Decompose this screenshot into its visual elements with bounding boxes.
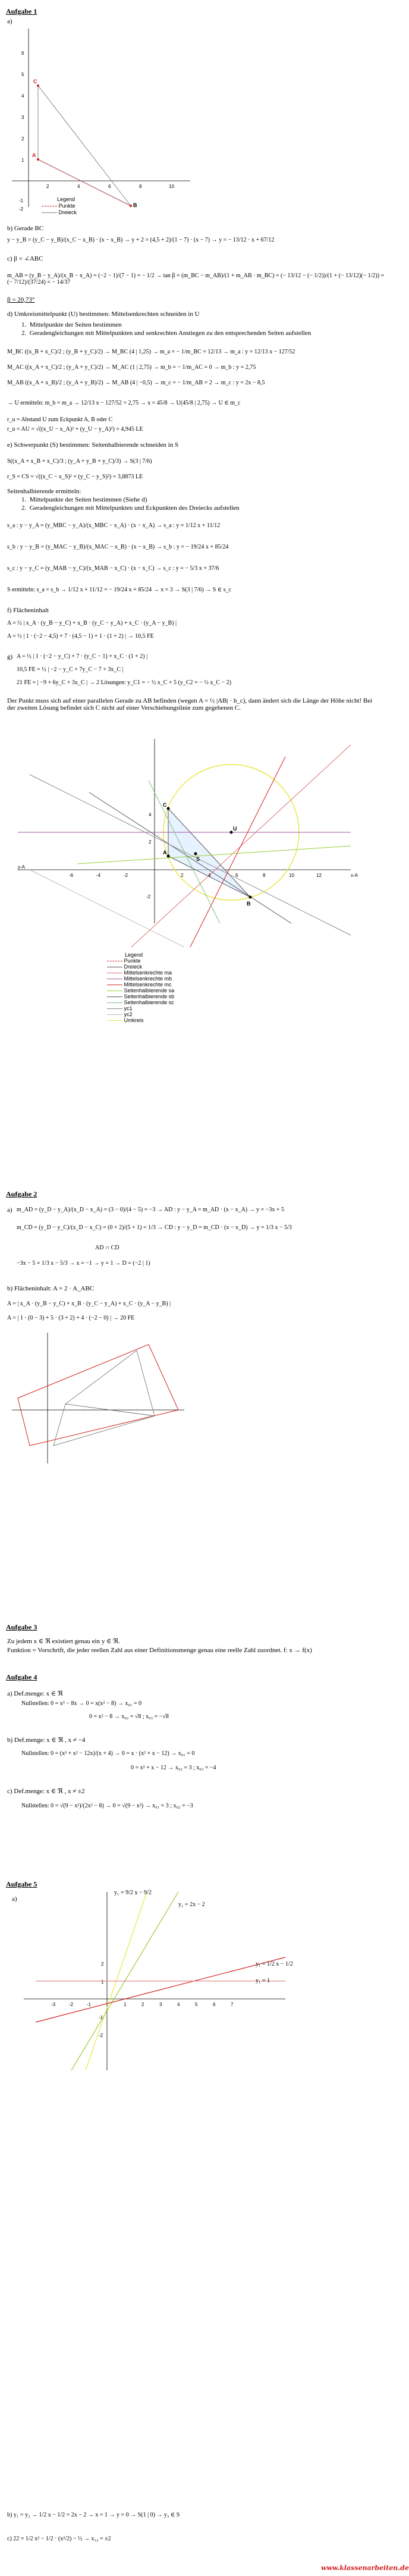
aufgabe1-c-formula: m_AB = (y_B − y_A)/(x_B − x_A) = (−2 − 1)/(7 − 1) = − 1/2 → tan β = (m_BC − m_AB)/(1 + m_AB · m_BC) = (− 13/12 − (− 1/2))/(1 + (− 13/12)(− 1/2)) = (− 7/12)/(37/24) = − 14/37 [7, 272, 385, 286]
triangle-graph [12, 29, 190, 213]
graph3-xtick: -1 [87, 2002, 92, 2007]
graph1-xtick: 6 [108, 184, 111, 189]
aufgabe4-b-def: b) Def.menge: x ∈ ℜ , x ≠ −4 [7, 1737, 86, 1744]
legend-swatch-icon [107, 1002, 122, 1003]
graph2-legend-item: Mittelsenkrechte mb [107, 976, 174, 982]
aufgabe5-heading: Aufgabe 5 [6, 1880, 37, 1888]
aufgabe1-g-line2: 10,5 FE = ½ | −2 − y_C + 7y_C − 7 + 3x_C | [17, 666, 124, 673]
graph2-legend-item: yc2 [107, 1011, 174, 1017]
graph2-xtick: 6 [235, 873, 238, 878]
aufgabe1-e-dist: r_S = CS = √((x_C − x_S)² + (y_C − y_S)²) = 3,8873 LE [7, 474, 143, 480]
legend-swatch-icon [107, 1008, 122, 1009]
aufgabe1-b-formula: y − y_B = (y_C − y_B)/(x_C − x_B) · (x − x_B) → y + 2 = (4,5 + 2)/(1 − 7) · (x − 7) → y = − 13/12 · x + 67/12 [7, 237, 275, 243]
aufgabe1-a-label: a) [7, 18, 12, 25]
aufgabe1-heading: Aufgabe 1 [6, 7, 37, 15]
aufgabe1-d-line: M_AB ((x_A + x_B)/2 ; (y_A + y_B)/2) → M_AB (4 | −0,5) → m_c = − 1/m_AB = 2 → m_c : y = 2x − 8,5 [7, 380, 265, 386]
aufgabe1-d-line: M_BC ((x_B + x_C)/2 ; (y_B + y_C)/2) → M_BC (4 | 1,25) → m_a = − 1/m_BC = 12/13 → m_a : y = 12/13 x − 127/52 [7, 349, 295, 355]
watermark-logo[interactable]: www.klassenarbeiten.de [321, 2564, 409, 2572]
graph2-legend-item: Punkte [107, 958, 174, 964]
graph3-xtick: 5 [195, 2002, 198, 2007]
graph2-legend-item: Seitenhalbierende sa [107, 988, 174, 994]
aufgabe2-a-line: AD ∩ CD [95, 1245, 119, 1251]
graph2-legend-item: Mittelsenkrechte mc [107, 982, 174, 988]
graph2-ma [125, 745, 351, 953]
aufgabe1-g-note: Der Punkt muss sich auf einer parallelen Gerade zu AB befinden (wegen A = ½ |AB| · h_c), dann ändert sich die Länge der Höhe nicht! Bei der zweiten Lösung befindet sich C nicht auf einer Verschiebungslinie zum gegebenen C. [7, 697, 373, 712]
construction-graph [18, 721, 375, 947]
graph1-xtick: 4 [77, 184, 80, 189]
graph3-label-f2: y₁ = 2x − 2 [178, 1901, 205, 1908]
legend-swatch-gray-icon [42, 212, 57, 213]
aufgabe1-d-label: d) Umkreismittelpunkt (U) bestimmen: Mittelsenkrechten schneiden in U [7, 311, 200, 318]
graph2-point-u [230, 831, 233, 834]
graph2-label-a: A [163, 850, 167, 855]
graph2-legend-item: Dreieck [107, 964, 174, 970]
graph1-xtick: 10 [169, 184, 174, 189]
legend-swatch-icon [107, 1020, 122, 1021]
graph1-label-b: B [133, 202, 137, 208]
graph2-xtick: -2 [124, 873, 128, 878]
aufgabe2-a-line: m_CD = (y_D − y_C)/(x_D − x_C) = (0 + 2)/(5 + 1) = 1/3 → CD : y − y_D = m_CD · (x − x_D) → y = 1/3 x − 5/3 [17, 1224, 292, 1231]
graph2-ytick: 2 [149, 839, 152, 845]
aufgabe1-d-line: M_AC ((x_A + x_C)/2 ; (y_A + y_C)/2) → M_AC (1 | 2,75) → m_b = − 1/m_AC = 0 → m_b : y = 2,75 [7, 364, 256, 371]
graph2-legend-title: Legend [125, 952, 143, 958]
graph2-ytick: -2 [146, 894, 151, 900]
graph2-legend [107, 952, 174, 1023]
graph3-ytick: 2 [101, 1961, 104, 1967]
graph3-label-f3: y₁ = 1/2 x − 1/2 [256, 1961, 293, 1967]
aufgabe4-a-null2: 0 = x² − 8 → x₀₂ = √8 ; x₀₃ = −√8 [89, 1713, 169, 1720]
graph2-xtick: 4 [208, 873, 211, 878]
graph1-ytick: 5 [21, 72, 24, 77]
graph2-xtick: -6 [69, 873, 74, 878]
aufgabe4-b-null: Nullstellen: 0 = (x³ + x² − 12x)/(x + 4) → 0 = x · (x² + x − 12) → x₀₁ = 0 [21, 1750, 195, 1757]
aufgabe5-a-label: a) [12, 1895, 17, 1903]
aufgabe1-e-result: S ermitteln: s_a = s_b → 1/12 x + 11/12 = − 19/24 x + 85/24 → x = 3 → S(3 | 7/6) → S ∈ s_c [7, 587, 232, 593]
graph1-legend-title: Legend [57, 196, 75, 202]
aufgabe3-heading: Aufgabe 3 [6, 1623, 37, 1631]
aufgabe1-c-label: c) β = ∠ABC [7, 255, 43, 262]
graph1-legend-item: Punkte [42, 203, 75, 209]
graph3-ytick: -1 [99, 2015, 103, 2020]
aufgabe1-d-step1: 1. Mittelpunkte der Seiten bestimmen [21, 321, 122, 328]
graph2-xtick: 10 [289, 873, 294, 878]
graph1-ytick: 1 [21, 158, 24, 163]
graph2-point-s [194, 853, 197, 855]
graph1-ytick: 2 [21, 136, 24, 142]
graph2-label-u: U [233, 826, 237, 832]
graph1-xtick: 8 [139, 184, 142, 189]
graph-par-inner [54, 1350, 155, 1446]
graph2-yc1 [30, 775, 351, 935]
aufgabe5-c-line: c) 22 = 1/2 x² − 1/2 · (x²/2) − ½ → x₁₂ = ±2 [7, 2536, 111, 2542]
graph-par-outer [18, 1345, 178, 1446]
graph2-ytick: 4 [149, 812, 152, 817]
graph2-xtick: 2 [181, 873, 184, 878]
aufgabe4-b-null2: 0 = x² + x − 12 → x₀₂ = 3 ; x₀₃ = −4 [131, 1765, 216, 1771]
graph3-xtick: 4 [177, 2002, 180, 2007]
graph3-xtick: 3 [159, 2002, 162, 2007]
aufgabe3-line2: Funktion = Vorschrift, die jeder reellen Zahl aus einer Definitionsmenge genau eine reelle Zahl zuordnet. f: x → f(x) [7, 1647, 312, 1654]
aufgabe2-b-label: b) Flächeninhalt: A = 2 · A_ABC [7, 1285, 95, 1292]
graph1-triangle [38, 86, 131, 206]
aufgabe2-heading: Aufgabe 2 [6, 1190, 37, 1198]
graph2-label-x: x-A [351, 873, 358, 878]
aufgabe1-f-label: f) Flächeninhalt [7, 607, 49, 614]
graph1-point-a [37, 158, 39, 161]
graph1-label-a: A [32, 152, 36, 158]
aufgabe1-e-line: s_c : y − y_C = (y_MAB − y_C)/(x_MAB − x_C) · (x − x_C) → s_c : y = − 5/3 x + 37/6 [7, 565, 219, 572]
graph1-point-b [130, 205, 132, 207]
aufgabe3-line1: Zu jedem x ∈ ℜ existiert genau ein y ∈ ℜ. [7, 1638, 120, 1645]
graph2-label-y: y-A [18, 864, 25, 870]
graph2-legend-item: Seitenhalbierende sb [107, 994, 174, 999]
graph2-label-c: C [163, 802, 167, 808]
graph1-ytick: -2 [19, 206, 24, 212]
graph3-xtick: 1 [124, 2002, 127, 2007]
graph2-point-a [167, 855, 170, 858]
aufgabe2-a-line: −3x − 5 = 1/3 x − 5/3 → x = −1 → y = 1 → D = (−2 | 1) [17, 1260, 150, 1267]
graph3-xtick: -3 [51, 2002, 56, 2007]
aufgabe2-b-line1: A = | x_A · (y_B − y_C) + x_B · (y_C − y_A) + x_C · (y_A − y_B) | [7, 1300, 171, 1307]
aufgabe1-g-line3: 21 FE = | −9 + 6y_C + 3x_C | → 2 Lösungen: y_C1 = − ½ x_C + 5 (y_C2 = − ½ x_C − 2) [17, 679, 231, 686]
aufgabe1-g-line1: A = ½ | 1 · (−2 − y_C) + 7 · (y_C − 1) + x_C · (1 + 2) | [17, 653, 148, 660]
graph3-label-f4: y₁ = 1 [256, 1978, 270, 1984]
aufgabe1-f-line1: A = ½ | x_A · (y_B − y_C) + x_B · (y_C − y_A) + x_C · (y_A − y_B) | [7, 620, 177, 626]
aufgabe1-e-line: s_b : y − y_B = (y_MAC − y_B)/(x_MAC − x_B) · (x − x_B) → s_b : y = − 19/24 x + 85/24 [7, 544, 229, 550]
graph3-xtick: 2 [141, 2002, 144, 2007]
legend-swatch-icon [107, 996, 122, 997]
graph3-ytick: -2 [99, 2033, 103, 2038]
graph2-legend-item: Seitenhalbierende sc [107, 999, 174, 1005]
graph3-label-f1: y₁ = 9/2 x − 9/2 [114, 1889, 152, 1896]
graph1-xtick: 2 [46, 184, 49, 189]
aufgabe1-b-label: b) Gerade BC [7, 225, 44, 232]
graph2-legend-item: Umkreis [107, 1017, 174, 1023]
graph1-ytick: 6 [21, 51, 24, 56]
graph2-label-s: S [196, 856, 200, 862]
aufgabe1-e-sub: Seitenhalbierende ermitteln: [7, 488, 81, 495]
aufgabe5-b-line: b) y₁ = y₂ → 1/2 x − 1/2 = 2x − 2 → x = 1 → y = 0 → S(1 | 0) → y₃ ∈ S [7, 2512, 180, 2518]
aufgabe1-e-label: e) Schwerpunkt (S) bestimmen: Seitenhalbierende schneiden in S [7, 441, 179, 449]
aufgabe1-d-radius1: r_u = Abstand U zum Eckpunkt A, B oder C [7, 416, 113, 423]
aufgabe4-c-null: Nullstellen: 0 = √(9 − x²)/(2x² − 8) → 0 = √(9 − x²) → x₀₁ = 3 ; x₀₂ = −3 [21, 1803, 193, 1809]
aufgabe1-e-step2: 2. Geradengleichungen mit Mittelpunkten und Eckpunkten des Dreiecks aufstellen [21, 504, 240, 512]
aufgabe1-d-step2: 2. Geradengleichungen mit Mittelpunkten und senkrechten Anstiegen zu den entsprechenden Seiten aufstellen [21, 330, 312, 337]
graph3-xtick: 7 [231, 2002, 234, 2007]
aufgabe2-a-label: a) [7, 1206, 12, 1214]
legend-swatch-icon [107, 1014, 122, 1015]
graph3-line-f3 [36, 1957, 285, 2022]
aufgabe1-e-line: s_a : y − y_A = (y_MBC − y_A)/(x_MBC − x_A) · (x − x_A) → s_a : y = 1/12 x + 11/12 [7, 522, 221, 529]
aufgabe1-e-formula: S((x_A + x_B + x_C)/3 ; (y_A + y_B + y_C)/3) → S(3 | 7/6) [7, 458, 152, 465]
aufgabe4-a-null: Nullstellen: 0 = x³ − 8x → 0 = x(x² − 8) → x₀₁ = 0 [21, 1700, 141, 1707]
graph2-point-c [167, 807, 170, 810]
graph2-label-b: B [247, 901, 251, 907]
aufgabe1-f-line2: A = ½ | 1 · (−2 − 4,5) + 7 · (4,5 − 1) + 1 · (1 + 2) | → 10,5 FE [7, 633, 154, 640]
graph1-ytick: 3 [21, 115, 24, 120]
graph3-xtick: -2 [69, 2002, 74, 2007]
graph1-legend-item: Dreieck [42, 209, 77, 215]
graph1-ytick: -1 [19, 198, 24, 203]
aufgabe4-heading: Aufgabe 4 [6, 1673, 37, 1681]
graph2-triangle [168, 808, 250, 897]
graph2-xtick: 12 [316, 873, 322, 878]
graph3-xtick: 6 [213, 2002, 216, 2007]
aufgabe1-g-label: g) [7, 653, 13, 660]
graph2-sb [89, 792, 291, 923]
graph1-point-c [37, 84, 39, 87]
graph1-ytick: 4 [21, 93, 24, 99]
aufgabe1-d-result: → U ermitteln: m_b = m_a → 12/13 x − 127/52 = 2,75 → x = 45/8 → U(45/8 | 2,75) → U ∈ m_c [7, 400, 241, 406]
graph3-ytick: 1 [101, 1979, 104, 1985]
aufgabe1-c-result: β = 20,73° [7, 296, 35, 303]
aufgabe4-c-def: c) Def.menge: x ∈ ℜ , x ≠ ±2 [7, 1788, 85, 1795]
aufgabe2-b-line2: A = | 1 · (0 − 3) + 5 · (3 + 2) + 4 · (−2 − 0) | → 20 FE [7, 1315, 135, 1321]
aufgabe1-e-step1: 1. Mittelpunkte der Seiten bestimmen (Siehe d) [21, 496, 147, 503]
graph2-legend-item: Mittelsenkrechte ma [107, 970, 174, 976]
graph2-legend-item: yc1 [107, 1005, 174, 1011]
graph2-point-b [249, 896, 252, 899]
parallelogram-graph [12, 1333, 190, 1464]
aufgabe1-d-radius2: r_u = AU = √((x_U − x_A)² + (y_U − y_A)²) = 4,945 LE [7, 426, 143, 433]
graph2-xtick: 8 [263, 873, 266, 878]
graph2-xtick: -4 [96, 873, 101, 878]
aufgabe4-a-def: a) Def.menge: x ∈ ℜ [7, 1690, 63, 1697]
aufgabe2-a-line: m_AD = (y_D − y_A)/(x_D − x_A) = (3 − 0)/(4 − 5) = −3 → AD : y − y_A = m_AD · (x − x_A) → y = −3x + 5 [17, 1206, 285, 1213]
graph1-label-c: C [33, 79, 37, 84]
